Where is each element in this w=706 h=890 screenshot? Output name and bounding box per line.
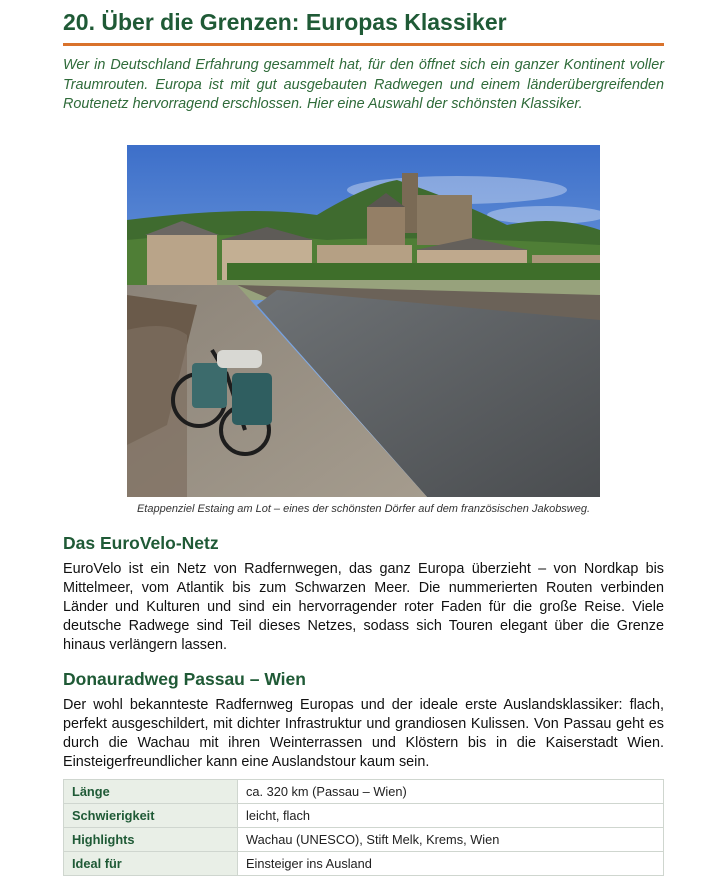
table-row	[64, 804, 664, 828]
table-value: leicht, flach	[238, 804, 664, 828]
photo-estaing	[127, 145, 600, 497]
title-divider	[63, 43, 664, 46]
route-facts-table	[63, 779, 664, 876]
table-key: Highlights	[64, 828, 238, 852]
section-title-eurovelo: Das EuroVelo-Netz	[63, 533, 219, 553]
page-title: 20. Über die Grenzen: Europas Klassiker	[63, 9, 507, 35]
table-value: Wachau (UNESCO), Stift Melk, Krems, Wien	[238, 828, 664, 852]
table-row	[64, 828, 664, 852]
intro-text: Wer in Deutschland Erfahrung gesammelt hat, für den öffnet sich ein ganzer Kontinent voller Traumrouten. Europa ist mit gut ausgebauten Radwegen und einem länderübergreifenden Routenetz hervorragend erschlossen. Hier eine Auswahl der schönsten Klassiker.	[63, 57, 664, 112]
photo-illustration	[127, 145, 600, 497]
section-title-donauradweg: Donauradweg Passau – Wien	[63, 669, 306, 689]
table-row	[64, 852, 664, 876]
table-key: Schwierigkeit	[64, 804, 238, 828]
table-value: ca. 320 km (Passau – Wien)	[238, 780, 664, 804]
section-text-eurovelo: EuroVelo ist ein Netz von Radfernwegen, das ganz Europa überzieht – von Nordkap bis Mittelmeer, vom Atlantik bis zum Schwarzen Meer. Die nummerierten Routen verbinden Länder und Kulturen und sind ein hervorragender roter Faden für die große Reise. Viele deutsche Radwege sind Teil dieses Netzes, sodass sich Touren elegant über die Grenze hinaus verlängern lassen.	[63, 561, 664, 653]
photo-caption: Etappenziel Estaing am Lot – eines der schönsten Dörfer auf dem französischen Jakobsweg.	[136, 503, 591, 515]
table-key: Länge	[64, 780, 238, 804]
table-value: Einsteiger ins Ausland	[238, 852, 664, 876]
section-text-donauradweg: Der wohl bekannteste Radfernweg Europas und der ideale erste Auslandsklassiker: flach, perfekt ausgeschildert, mit dichter Infrastruktur und grandiosen Kulissen. Von Passau geht es durch die Wachau mit ihren Weinterrassen und Klöstern bis in die Kaiserstadt Wien. Einsteigerfreundlicher kann eine Auslandstour kaum sein.	[63, 697, 664, 770]
table-key: Ideal für	[64, 852, 238, 876]
page	[63, 0, 664, 871]
table-row	[64, 780, 664, 804]
